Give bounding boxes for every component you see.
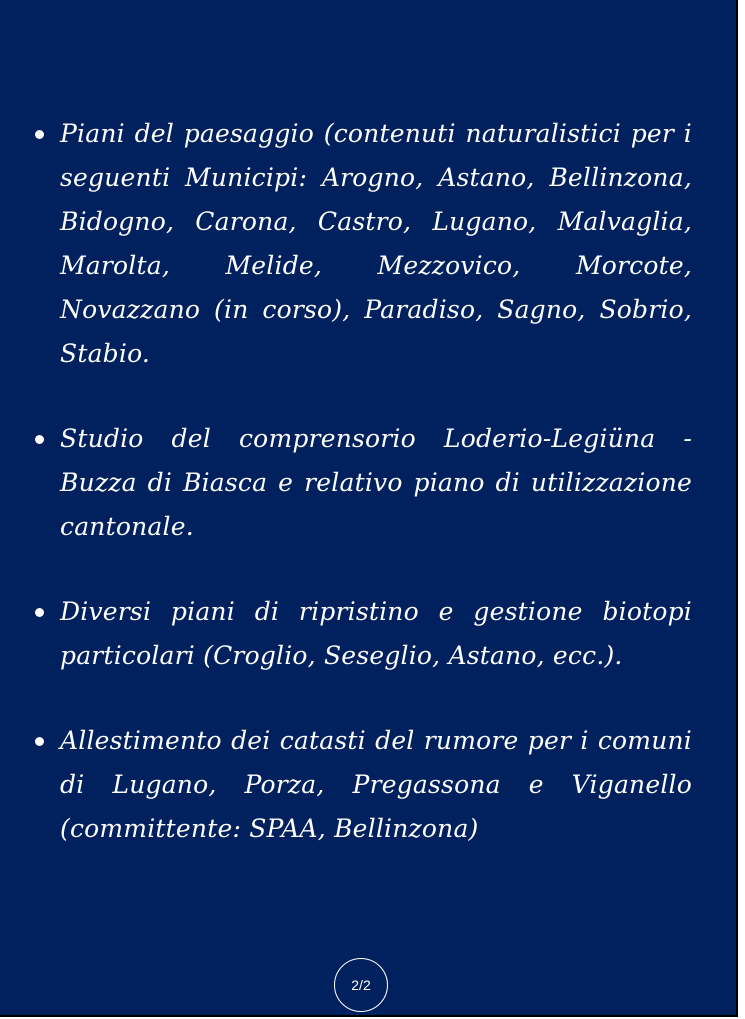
bullet-list [28, 112, 692, 892]
bullet-item-biotope-plans [28, 590, 692, 678]
bullet-item-landscape-plans [28, 112, 692, 376]
bullet-dot-icon [35, 435, 44, 444]
bullet-text: Piani del paesaggio (contenuti naturalistici per i seguenti Municipi: Arogno, Astano, Bellinzona, Bidogno, Carona, Castro, Lugano, Malvaglia, Marolta, Melide, Mezzovico, Morcote, Novazzano (in corso), Paradiso, Sagno, Sobrio, Stabio. [60, 119, 692, 368]
bullet-dot-icon [35, 130, 44, 139]
page-indicator-label: 2/2 [351, 977, 371, 993]
bullet-item-loderio-study [28, 417, 692, 549]
page-indicator-button[interactable] [334, 958, 388, 1012]
bullet-text: Studio del comprensorio Loderio-Legiüna - Buzza di Biasca e relativo piano di utilizzazione cantonale. [60, 424, 692, 541]
bullet-text: Diversi piani di ripristino e gestione biotopi particolari (Croglio, Seseglio, Astano, ecc.). [60, 597, 692, 670]
bullet-item-noise-cadastre [28, 719, 692, 851]
bullet-dot-icon [35, 608, 44, 617]
bullet-text: Allestimento dei catasti del rumore per i comuni di Lugano, Porza, Pregassona e Viganello (committente: SPAA, Bellinzona) [60, 726, 692, 843]
bullet-dot-icon [35, 737, 44, 746]
